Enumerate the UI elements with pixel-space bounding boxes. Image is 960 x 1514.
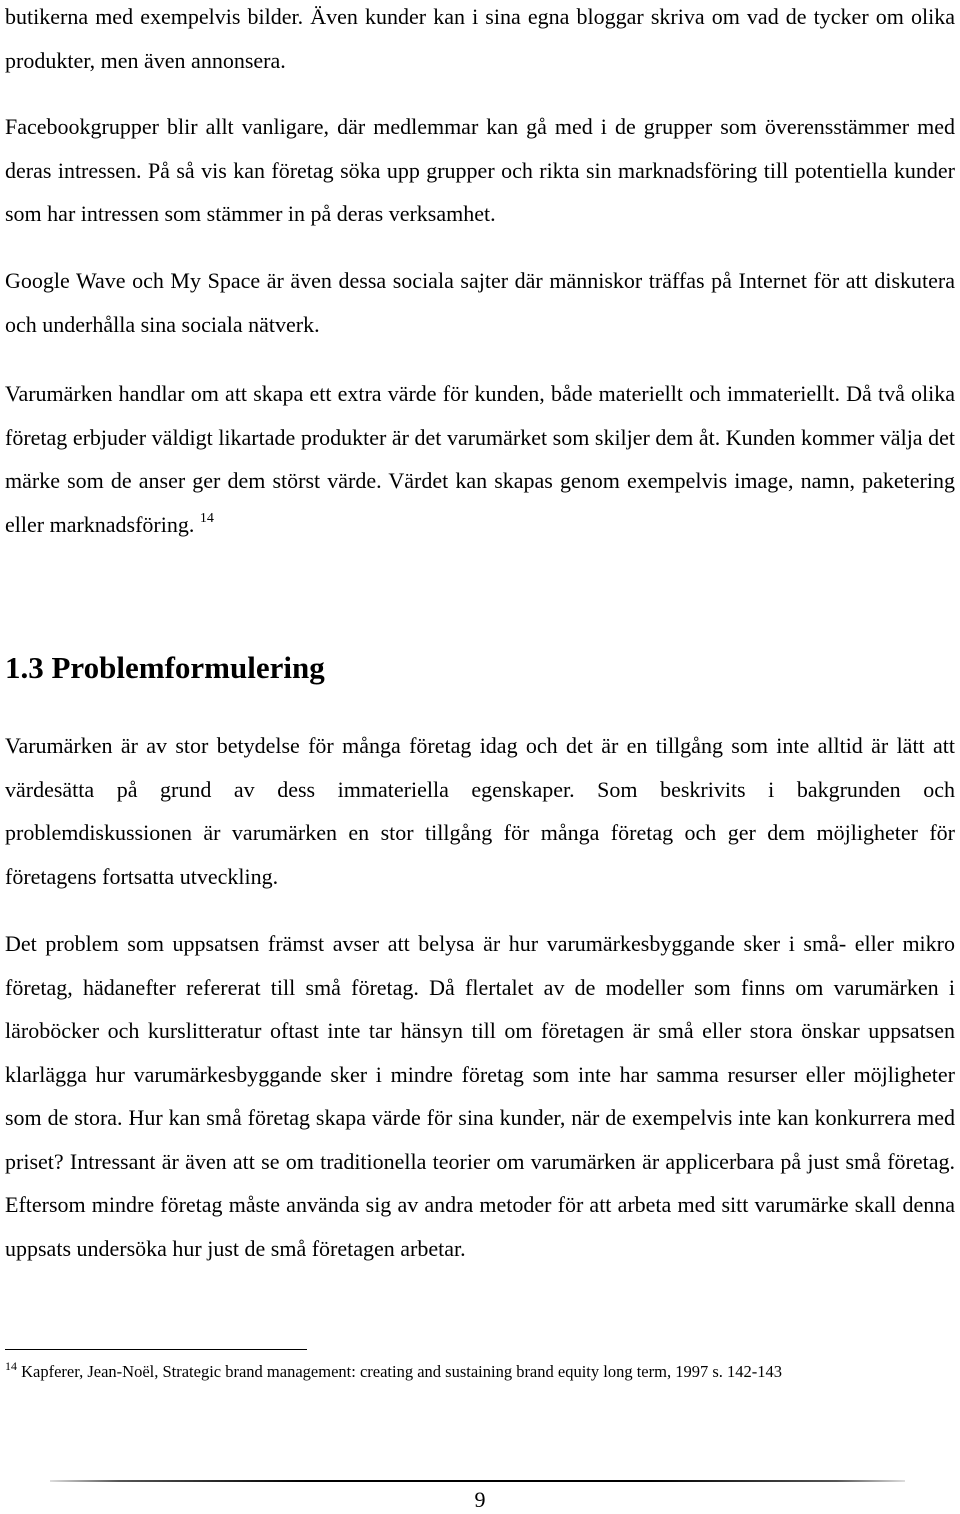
paragraph-2-text: Facebookgrupper blir allt vanligare, där medlemmar kan gå med i de grupper som överensstämmer med deras intressen. På så vis kan företag söka upp grupper och rikta sin marknadsföring till potentiella kunder som har intressen som stämmer in på deras verksamhet. [5, 114, 955, 226]
paragraph-4-text: Varumärken handlar om att skapa ett extra värde för kunden, både materiellt och immateriellt. Då två olika företag erbjuder väldigt likartade produkter är det varumärket som skiljer dem åt. Kunden kommer välja det märke som de anser ger dem störst värde. Värdet kan skapas genom exempelvis image, namn, paketering eller marknadsföring. [5, 381, 955, 537]
paragraph-3-text: Google Wave och My Space är även dessa sociala sajter där människor träffas på Internet för att diskutera och underhålla sina sociala nätverk. [5, 268, 955, 337]
footnote-number: 14 [5, 1359, 17, 1373]
footnote [5, 1358, 955, 1385]
paragraph-3 [5, 259, 955, 346]
footnote-reference: 14 [199, 510, 214, 526]
paragraph-6 [5, 922, 955, 1270]
paragraph-1 [5, 0, 955, 82]
paragraph-4 [5, 372, 955, 546]
page-number: 9 [474, 1487, 486, 1512]
footnote-divider [5, 1349, 307, 1350]
section-heading: 1.3 Problemformulering [5, 650, 325, 685]
paragraph-5 [5, 724, 955, 898]
footnote-text: Kapferer, Jean-Noël, Strategic brand management: creating and sustaining brand equity long term, 1997 s. 142-143 [21, 1362, 782, 1381]
paragraph-6-text: Det problem som uppsatsen främst avser att belysa är hur varumärkesbyggande sker i små- eller mikro företag, hädanefter refererat till små företag. Då flertalet av de modeller som finns om varumärken i läroböcker och kurslitteratur oftast inte tar hänsyn till om företagen är små eller stora önskar uppsatsen klarlägga hur varumärkesbyggande sker i mindre företag som inte har samma resurser eller möjligheter som de stora. Hur kan små företag skapa värde för sina kunder, när de exempelvis inte kan konkurrera med priset? Intressant är även att se om traditionella teorier om varumärken är applicerbara på just små företag. Eftersom mindre företag måste använda sig av andra metoder för att arbeta med sitt varumärke skall denna uppsats undersöka hur just de små företagen arbetar. [5, 931, 955, 1261]
paragraph-5-text: Varumärken är av stor betydelse för många företag idag och det är en tillgång som inte alltid är lätt att värdesätta på grund av dess immateriella egenskaper. Som beskrivits i bakgrunden och problemdiskussionen är varumärken en stor tillgång för många företag och ger dem möjligheter för företagens fortsatta utveckling. [5, 733, 955, 889]
paragraph-2 [5, 105, 955, 236]
paragraph-1-text: butikerna med exempelvis bilder. Även kunder kan i sina egna bloggar skriva om vad de tycker om olika produkter, men även annonsera. [5, 4, 955, 73]
footer-divider [50, 1480, 905, 1482]
